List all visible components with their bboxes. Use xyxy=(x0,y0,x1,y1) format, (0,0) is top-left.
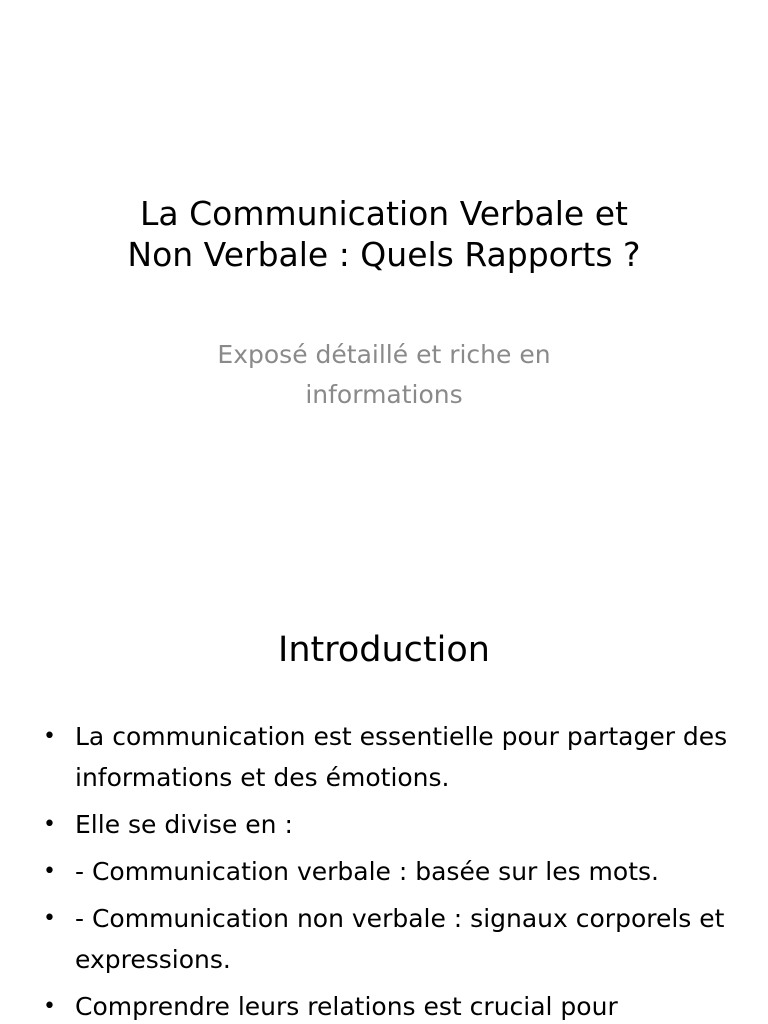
bullet-dot-icon: • xyxy=(43,859,56,884)
title-line-1: La Communication Verbale et xyxy=(140,194,628,233)
bullet-item xyxy=(40,716,730,798)
bullet-dot-icon: • xyxy=(43,994,56,1019)
bullet-dot-icon: • xyxy=(43,812,56,837)
bullet-item xyxy=(40,986,730,1024)
slide-subtitle xyxy=(100,335,668,415)
bullet-item xyxy=(40,851,730,892)
bullet-list xyxy=(40,716,730,1024)
slide-introduction xyxy=(0,576,768,1024)
bullet-text: Comprendre leurs relations est crucial pour xyxy=(75,992,618,1021)
bullet-dot-icon: • xyxy=(43,906,56,931)
bullet-text: Elle se divise en : xyxy=(75,810,293,839)
slide-heading: Introduction xyxy=(278,630,490,670)
subtitle-line-1: Exposé détaillé et riche en xyxy=(217,340,551,369)
subtitle-line-2: informations xyxy=(305,380,463,409)
bullet-dot-icon: • xyxy=(43,724,56,749)
bullet-text: - Communication verbale : basée sur les mots. xyxy=(75,857,659,886)
slide-title-text xyxy=(40,193,728,275)
bullet-text: La communication est essentielle pour partager des informations et des émotions. xyxy=(75,722,728,792)
bullet-text: - Communication non verbale : signaux corporels et expressions. xyxy=(75,904,725,974)
title-line-2: Non Verbale : Quels Rapports ? xyxy=(127,235,641,274)
bullet-item xyxy=(40,804,730,845)
bullet-item xyxy=(40,898,730,980)
